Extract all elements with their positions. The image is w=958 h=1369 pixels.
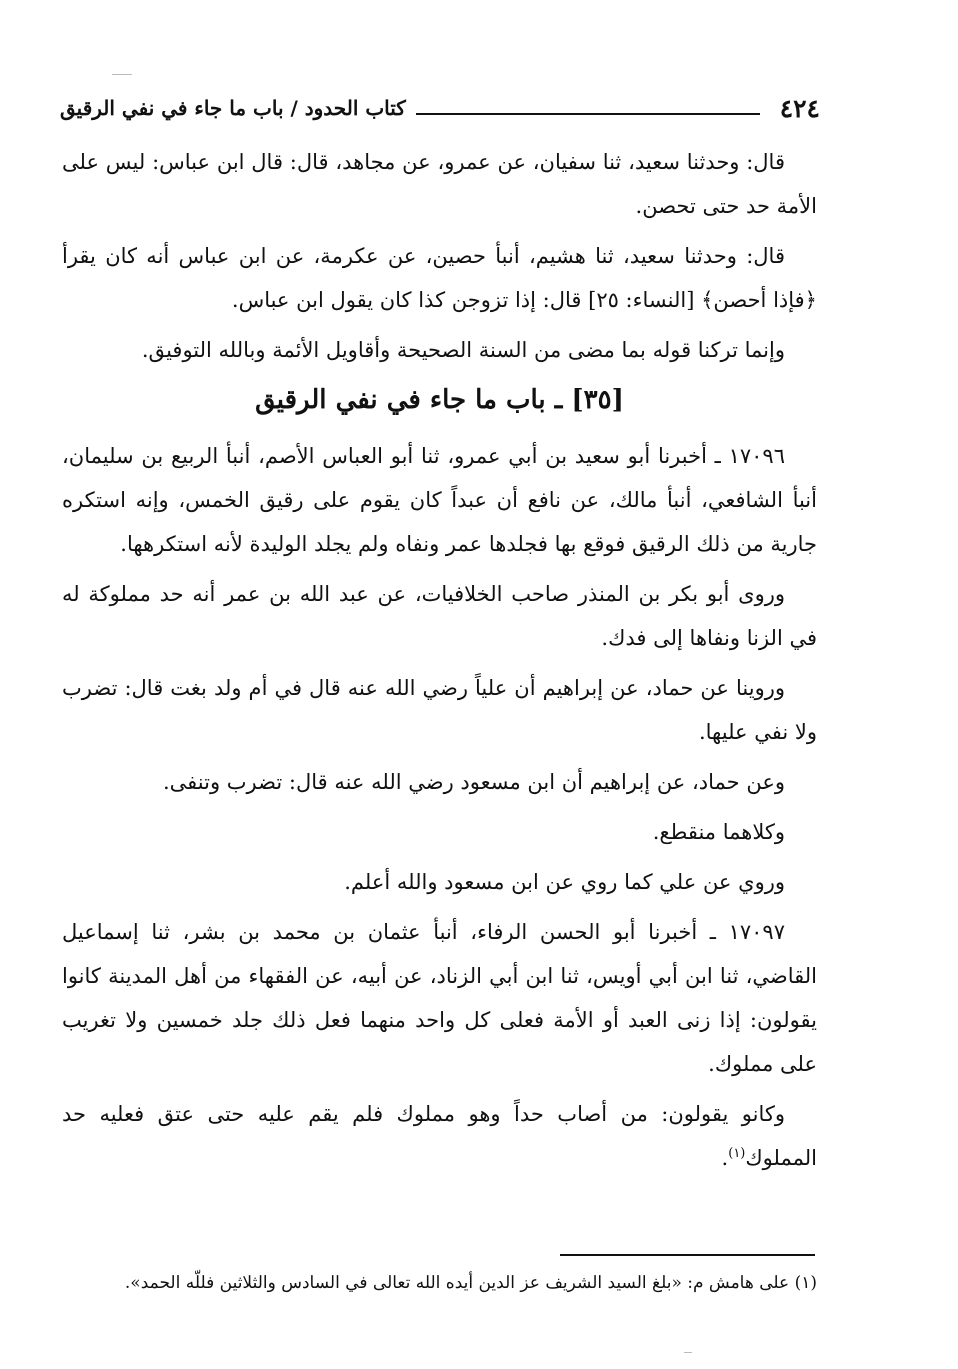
paragraph: قال: وحدثنا سعيد، ثنا هشيم، أنبأ حصين، عن عكرمة، عن ابن عباس أنه كان يقرأ ﴿فإذا أحصن﴾ [النساء: ٢٥] قال: إذا تزوجن كذا كان يقول ابن عباس. bbox=[62, 244, 817, 312]
paragraph: قال: وحدثنا سعيد، ثنا سفيان، عن عمرو، عن مجاهد، قال: قال ابن عباس: ليس على الأمة حد حتى تحصن. bbox=[62, 150, 817, 218]
hadith-paragraph: ١٧٠٩٧ ـ أخبرنا أبو الحسن الرفاء، أنبأ عثمان بن محمد بن بشر، ثنا إسماعيل القاضي، ثنا ابن أبي أويس، ثنا ابن أبي الزناد، عن أبيه، عن الفقهاء من أهل المدينة كانوا يقولون: إذا زنى العبد أو الأمة فعلى كل واحد منهما فعل ذلك جلد خمسين ولا تغريب على مملوك. bbox=[62, 920, 817, 1076]
hadith-paragraph: ١٧٠٩٦ ـ أخبرنا أبو سعيد بن أبي عمرو، ثنا أبو العباس الأصم، أنبأ الربيع بن سليمان، أنبأ الشافعي، أنبأ مالك، عن نافع أن عبداً كان يقوم على رقيق الخمس، وإنه استكره جارية من ذلك الرقيق فوقع بها فجلدها عمر ونفاه ولم يجلد الوليدة لأنه استكرهها. bbox=[62, 444, 817, 556]
paragraph: وعن حماد، عن إبراهيم أن ابن مسعود رضي الله عنه قال: تضرب وتنفى. bbox=[162, 770, 785, 794]
paragraph: وروى أبو بكر بن المنذر صاحب الخلافيات، عن عبد الله بن عمر أنه حد مملوكة له في الزنا ونفاها إلى فدك. bbox=[62, 582, 817, 650]
paragraph: وإنما تركنا قوله بما مضى من السنة الصحيحة وأقاويل الأئمة وبالله التوفيق. bbox=[141, 338, 785, 362]
page-number: ٤٢٤ bbox=[779, 93, 820, 123]
main-text bbox=[62, 140, 817, 1186]
running-title: كتاب الحدود / باب ما جاء في نفي الرقيق bbox=[60, 96, 406, 120]
paragraph-with-note bbox=[62, 1092, 817, 1180]
paragraph-end: . bbox=[721, 1146, 729, 1170]
scan-speck bbox=[684, 1352, 692, 1353]
section-title: [٣٥] ـ باب ما جاء في نفي الرقيق bbox=[255, 385, 624, 415]
footnote-marker: (١) bbox=[728, 1146, 746, 1161]
paragraph: وروي عن علي كما روي عن ابن مسعود والله أعلم. bbox=[344, 870, 785, 894]
footnote: (١) على هامش م: «بلغ السيد الشريف عز الدين أيده الله تعالى في السادس والثلاثين فللّه الحمد». bbox=[124, 1273, 817, 1293]
paragraph: وكلاهما منقطع. bbox=[652, 820, 785, 844]
scan-speck bbox=[112, 74, 132, 75]
header-rule bbox=[416, 113, 760, 115]
running-header bbox=[60, 88, 820, 128]
footnote-rule bbox=[560, 1254, 815, 1256]
paragraph: وروينا عن حماد، عن إبراهيم أن علياً رضي الله عنه قال في أم ولد بغت قال: تضرب ولا نفي عليها. bbox=[62, 676, 817, 744]
paragraph-text: وكانو يقولون: من أصاب حداً وهو مملوك فلم يقم عليه حتى عتق فعليه حد المملوك bbox=[62, 1102, 817, 1170]
